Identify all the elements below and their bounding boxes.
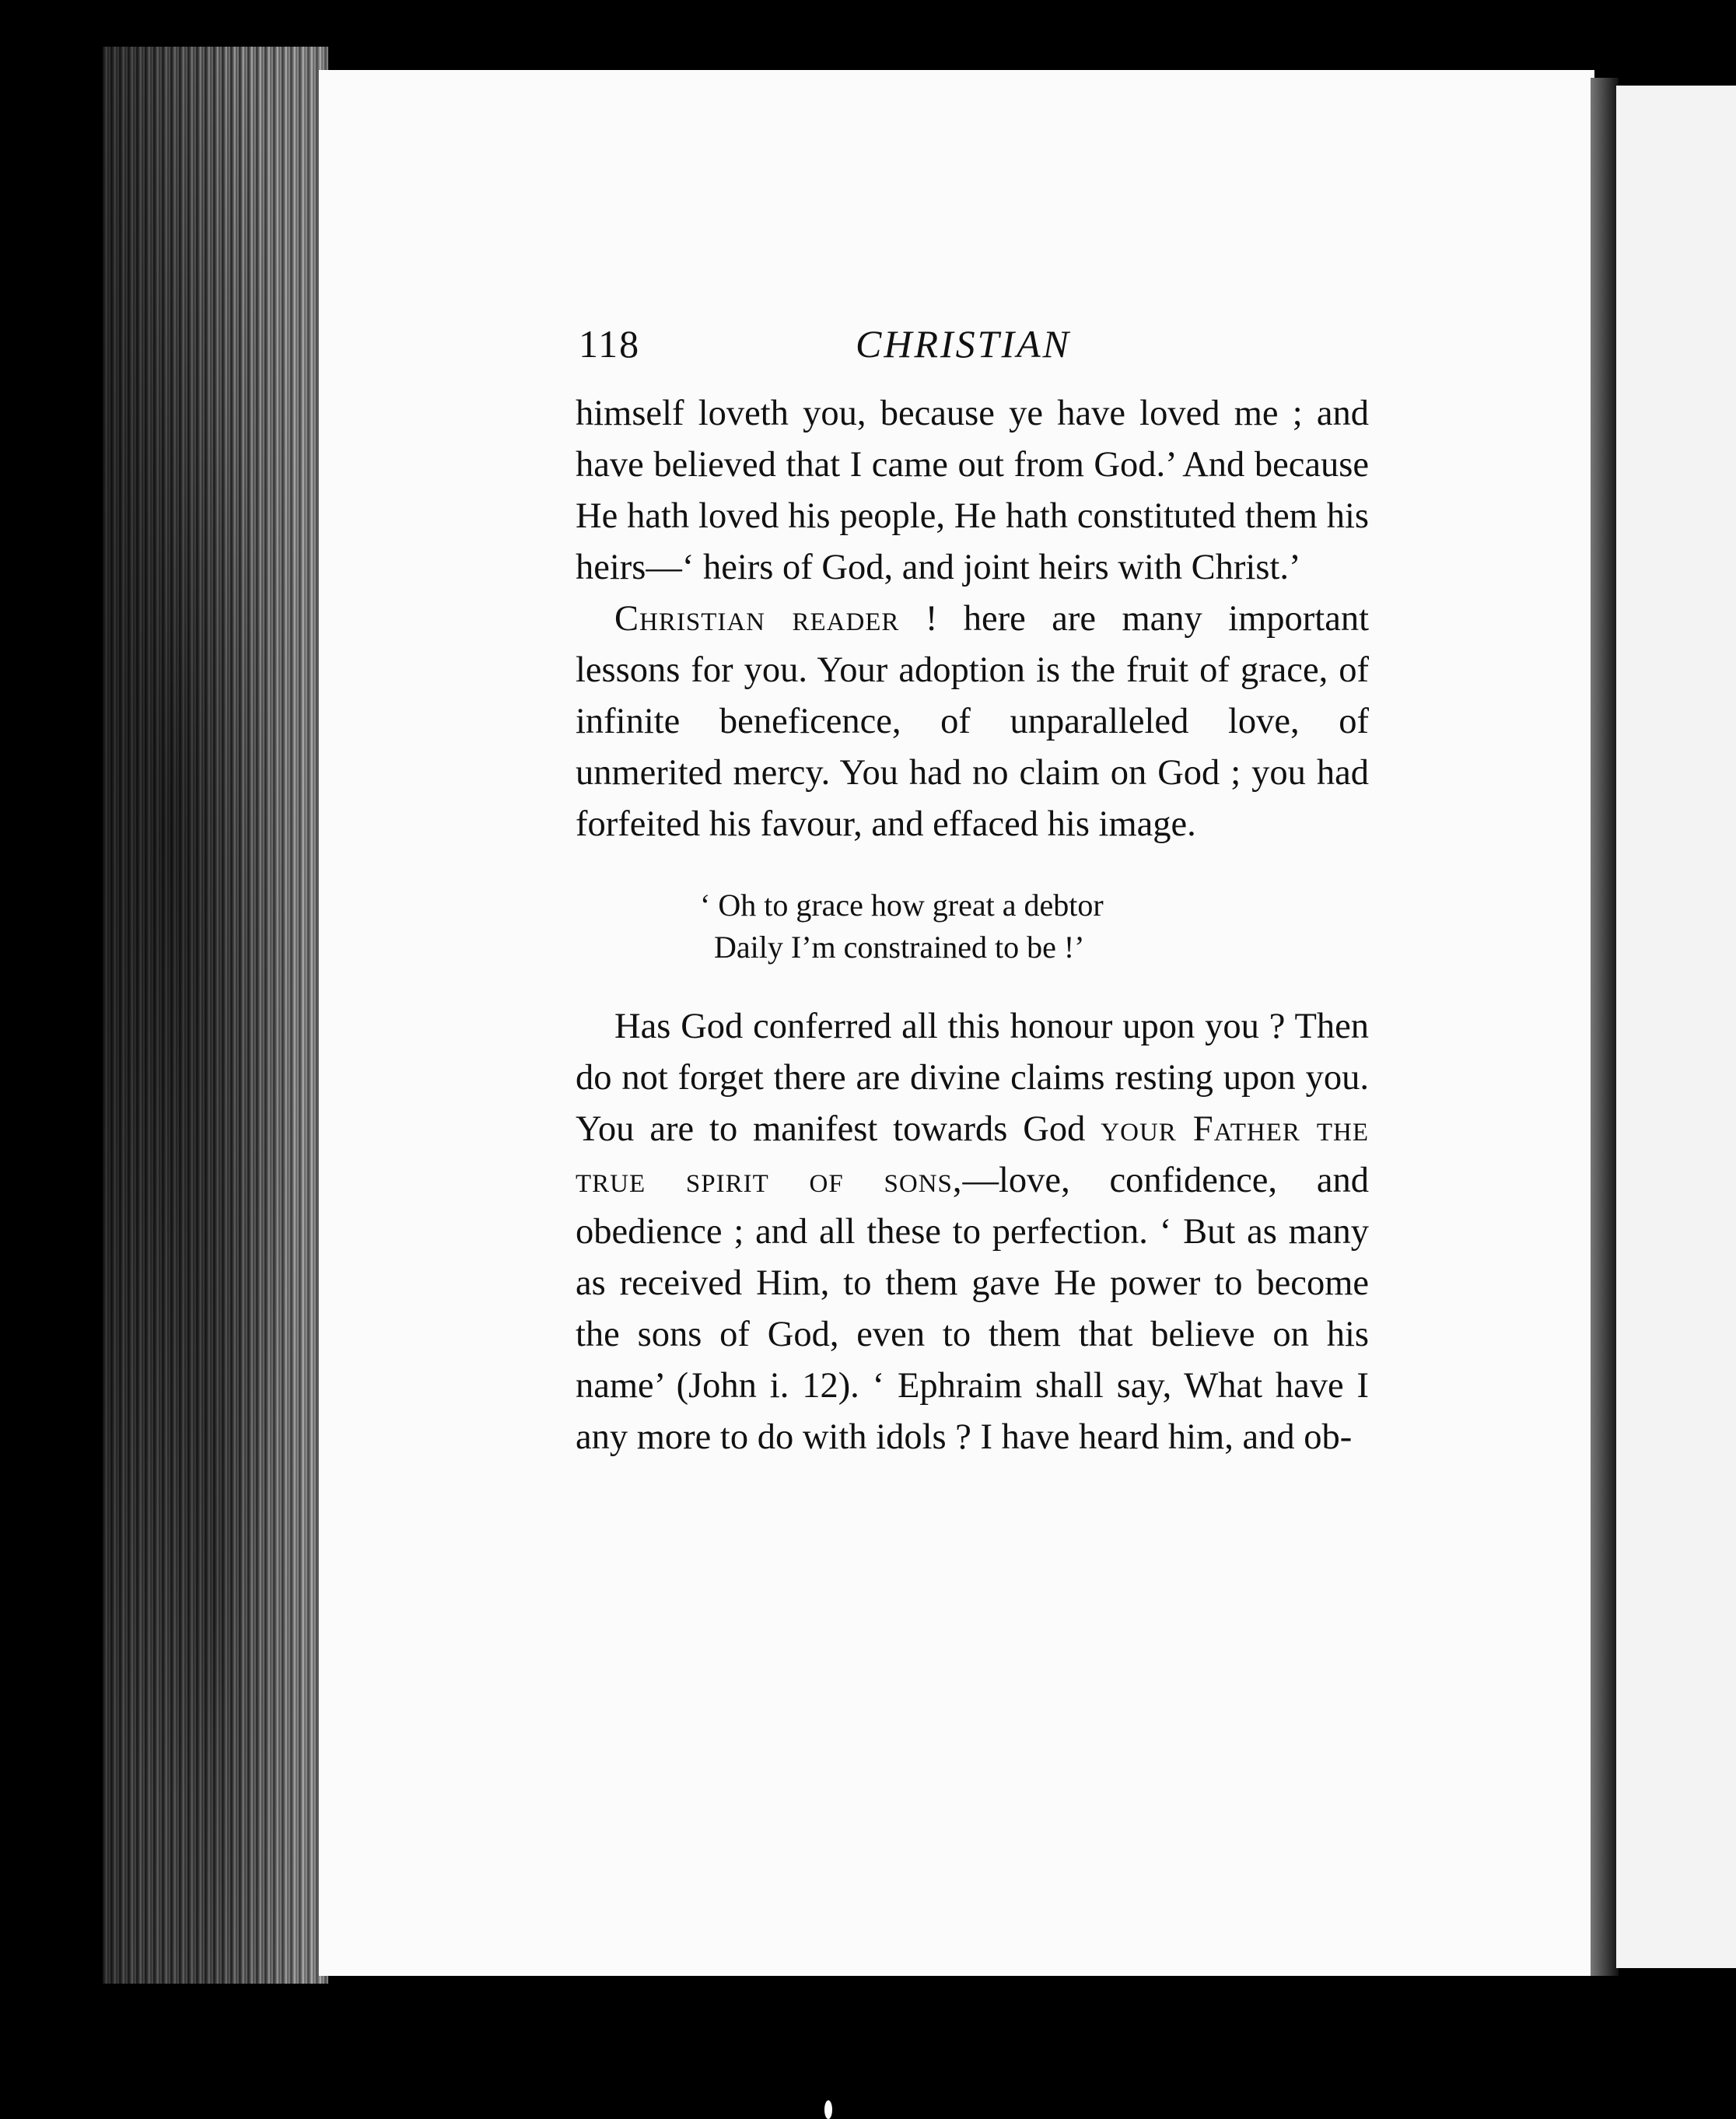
verse-line-2: Daily I’m constrained to be !’ bbox=[714, 930, 1085, 965]
paragraph-3-caps: your Father the true spirit of sons, bbox=[576, 1109, 1369, 1200]
paragraph-3-start: Has God conferred all this honour upon you ? Then do not forget there are divine claims resting upon you. You are to manifest towards God bbox=[576, 1007, 1369, 1149]
speck bbox=[824, 2100, 832, 2119]
paragraph-2-rest: ! here are many important lessons for you. Your adoption is the fruit of grace, of infinite beneficence, of unparalleled love, of unmerited mercy. You had no claim on God ; you had forfeited his favour, and effaced his image. bbox=[576, 599, 1369, 844]
paragraph-1: himself loveth you, because ye have loved me ; and have believed that I came out from God.’ And because He hath loved his people, He hath constituted them his heirs—‘ heirs of God, and joint heirs with Christ.’ bbox=[576, 394, 1369, 587]
page-text bbox=[576, 315, 1369, 1463]
paragraph-2 bbox=[576, 594, 1369, 850]
gutter-shadow bbox=[1591, 78, 1619, 1976]
paragraph-2-lead: Christian reader bbox=[614, 599, 900, 639]
verse-quote bbox=[700, 884, 1369, 968]
page-edges bbox=[103, 47, 328, 1984]
verse-line-1: ‘ Oh to grace how great a debtor bbox=[700, 888, 1104, 923]
paragraph-3-end: —love, confidence, and obedience ; and all these to perfection. ‘ But as many as received Him, to them gave He power to become the sons of God, even to them that believe on his name’ (John i. 12). ‘ Ephraim shall say, What have I any more to do with idols ? I have heard him, and ob- bbox=[576, 1161, 1369, 1457]
running-head: CHRISTIAN bbox=[856, 322, 1071, 366]
page-header bbox=[576, 315, 1369, 377]
page-number: 118 bbox=[579, 322, 641, 366]
paragraph-3 bbox=[576, 1001, 1369, 1463]
facing-page bbox=[1616, 86, 1736, 1968]
